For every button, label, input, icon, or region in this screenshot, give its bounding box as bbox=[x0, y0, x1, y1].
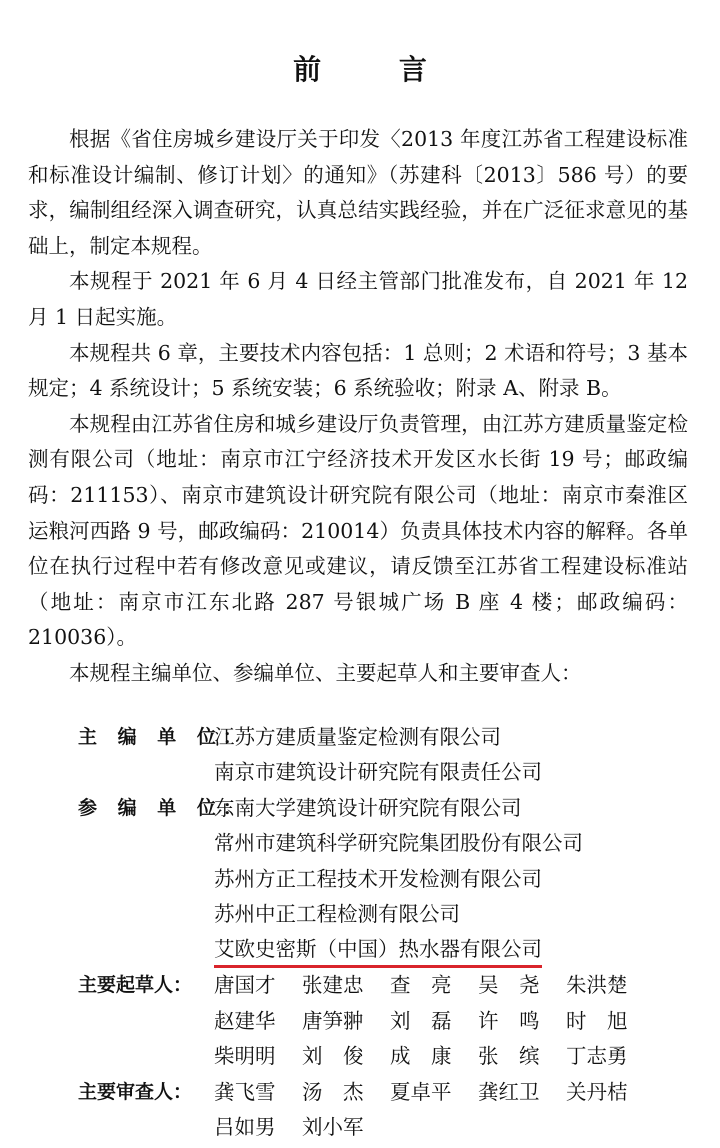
person-name: 汤杰 bbox=[302, 1079, 384, 1104]
org-item: 苏州方正工程技术开发检测有限公司 bbox=[214, 866, 542, 891]
person-name: 龚红卫 bbox=[478, 1079, 540, 1104]
person-name: 张缤 bbox=[478, 1044, 560, 1069]
reviewers-row bbox=[78, 1075, 698, 1146]
participating-units-row bbox=[78, 791, 698, 969]
paragraph-effective-date: 本规程于 2021 年 6 月 4 日经主管部门批准发布，自 2021 年 12 月 1 日起实施。 bbox=[28, 269, 688, 329]
drafters-list bbox=[214, 968, 698, 1074]
person-name: 丁志勇 bbox=[566, 1044, 628, 1069]
org-item: 南京市建筑设计研究院有限责任公司 bbox=[214, 760, 542, 785]
page-title: 前 言 bbox=[293, 53, 461, 86]
person-name: 唐笋翀 bbox=[302, 1008, 364, 1033]
drafters-label: 主要起草人： bbox=[78, 974, 193, 997]
person-name: 朱洪楚 bbox=[566, 973, 628, 998]
person-name: 吴尧 bbox=[478, 973, 560, 998]
paragraph-contents: 本规程共 6 章，主要技术内容包括：1 总则；2 术语和符号；3 基本规定；4 系统设计；5 系统安装；6 系统验收；附录 A、附录 B。 bbox=[28, 340, 688, 401]
org-item: 江苏方建质量鉴定检测有限公司 bbox=[214, 725, 501, 749]
person-name: 吕如男 bbox=[214, 1115, 276, 1140]
chief-units-row bbox=[78, 720, 698, 791]
person-name: 许鸣 bbox=[478, 1008, 560, 1033]
paragraph-basis: 根据《省住房城乡建设厅关于印发〈2013 年度江苏省工程建设标准和标准设计编制、修订计划〉的通知》（苏建科〔2013〕586 号）的要求，编制组经深入调查研究，认真总结实践经验，并在广泛征求意见的基础上，制定本规程。 bbox=[28, 127, 688, 258]
person-name: 刘磊 bbox=[390, 1008, 472, 1033]
person-name: 赵建华 bbox=[214, 1008, 276, 1033]
drafters-row bbox=[78, 968, 698, 1074]
person-name: 时旭 bbox=[566, 1008, 648, 1033]
org-item: 东南大学建筑设计研究院有限公司 bbox=[214, 795, 522, 820]
person-name: 柴明明 bbox=[214, 1044, 276, 1069]
preface-body bbox=[28, 122, 688, 692]
chief-units-label: 主 编 单 位： bbox=[78, 726, 249, 748]
person-name: 刘俊 bbox=[302, 1044, 384, 1069]
person-name: 夏卓平 bbox=[390, 1079, 452, 1104]
person-name: 张建忠 bbox=[302, 973, 364, 998]
chief-units-list bbox=[214, 720, 698, 791]
org-item: 苏州中正工程检测有限公司 bbox=[214, 902, 460, 927]
org-item-highlighted: 艾欧史密斯（中国）热水器有限公司 bbox=[214, 933, 542, 968]
reviewers-list bbox=[214, 1075, 698, 1146]
person-name: 唐国才 bbox=[214, 973, 276, 998]
person-name: 成康 bbox=[390, 1044, 472, 1069]
person-name: 关丹桔 bbox=[566, 1079, 628, 1104]
contributors-section bbox=[78, 720, 698, 1145]
paragraph-management: 本规程由江苏省住房和城乡建设厅负责管理，由江苏方建质量鉴定检测有限公司（地址：南京市江宁经济技术开发区水长街 19 号；邮政编码：211153）、南京市建筑设计研究院有限公司（地址：南京市秦淮区运粮河西路 9 号，邮政编码：210014）负责具体技术内容的解释。各单位在执行过程中若有修改意见或建议，请反馈至江苏省工程建设标准站（地址：南京市江东北路 287 号银城广场 B 座 4 楼；邮政编码：210036）。 bbox=[28, 411, 688, 650]
reviewers-label: 主要审查人： bbox=[78, 1080, 193, 1103]
paragraph-contributors-intro: 本规程主编单位、参编单位、主要起草人和主要审查人： bbox=[69, 660, 582, 685]
person-name: 刘小军 bbox=[302, 1115, 364, 1140]
participating-units-list bbox=[214, 791, 698, 969]
participating-units-label: 参 编 单 位： bbox=[78, 796, 249, 819]
org-item: 常州市建筑科学研究院集团股份有限公司 bbox=[214, 831, 583, 856]
person-name: 龚飞雪 bbox=[214, 1079, 276, 1104]
person-name: 查亮 bbox=[390, 973, 472, 998]
